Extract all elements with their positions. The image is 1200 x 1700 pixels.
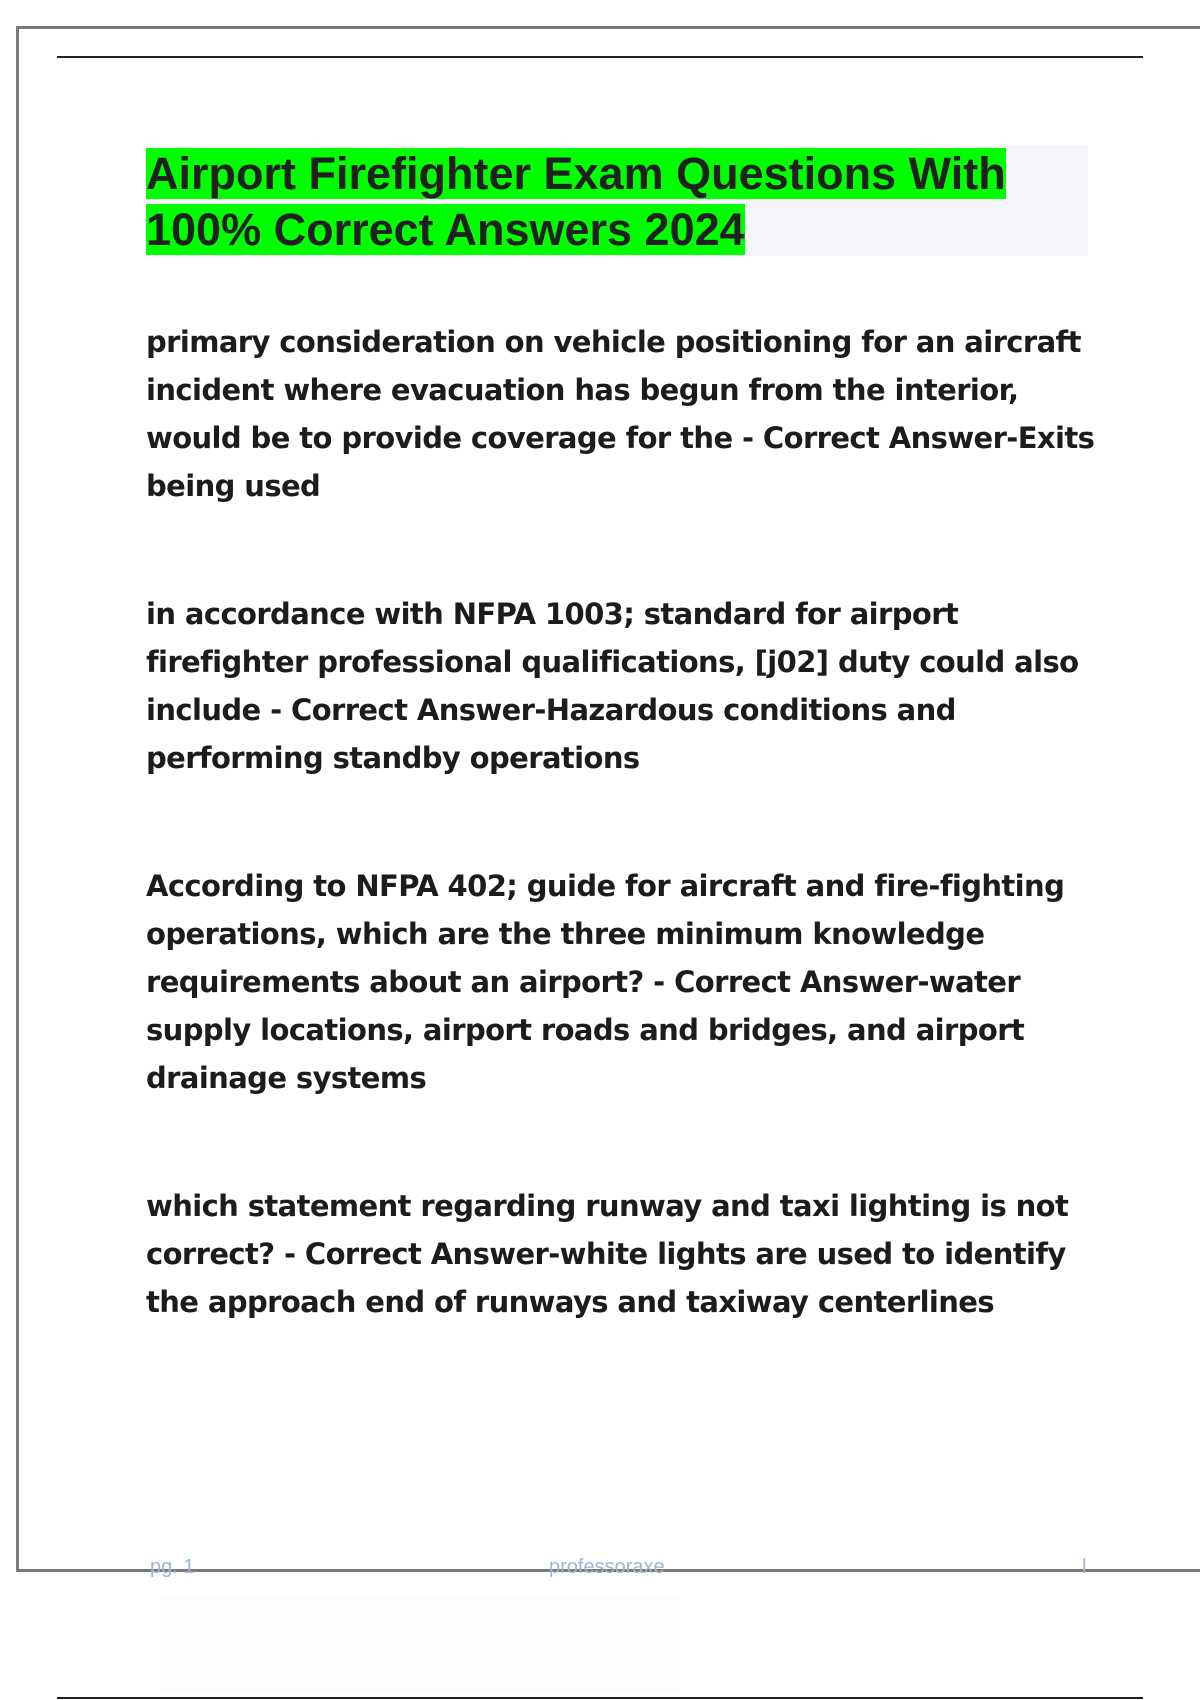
header-rule xyxy=(57,56,1143,58)
page-footer xyxy=(0,1556,1200,1592)
qa-item: in accordance with NFPA 1003; standard for airport firefighter professional qualifications, [j02] duty could also include - Correct Answer-Hazardous conditions and performing standby operations xyxy=(146,597,1079,775)
page-number: pg. 1 xyxy=(150,1556,195,1578)
title-block xyxy=(146,146,1088,256)
bottom-rule xyxy=(57,1697,1143,1699)
document-title xyxy=(146,146,1088,258)
qa-item: primary consideration on vehicle positioning for an aircraft incident where evacuation has begun from the interior, would be to provide coverage for the - Correct Answer-Exits being used xyxy=(146,325,1095,503)
qa-item: According to NFPA 402; guide for aircraft and fire-fighting operations, which are the three minimum knowledge requirements about an airport? - Correct Answer-water supply locations, airport roads and bridges, and airport drainage systems xyxy=(146,869,1065,1095)
blank-area xyxy=(160,1596,680,1692)
document-title-text: Airport Firefighter Exam Questions With 100% Correct Answers 2024 xyxy=(146,148,1006,255)
footer-brand: professoraxe xyxy=(549,1556,665,1578)
qa-item: which statement regarding runway and taxi lighting is not correct? - Correct Answer-white lights are used to identify the approach end of runways and taxiway centerlines xyxy=(146,1189,1069,1319)
footer-mark: l xyxy=(1082,1556,1087,1578)
